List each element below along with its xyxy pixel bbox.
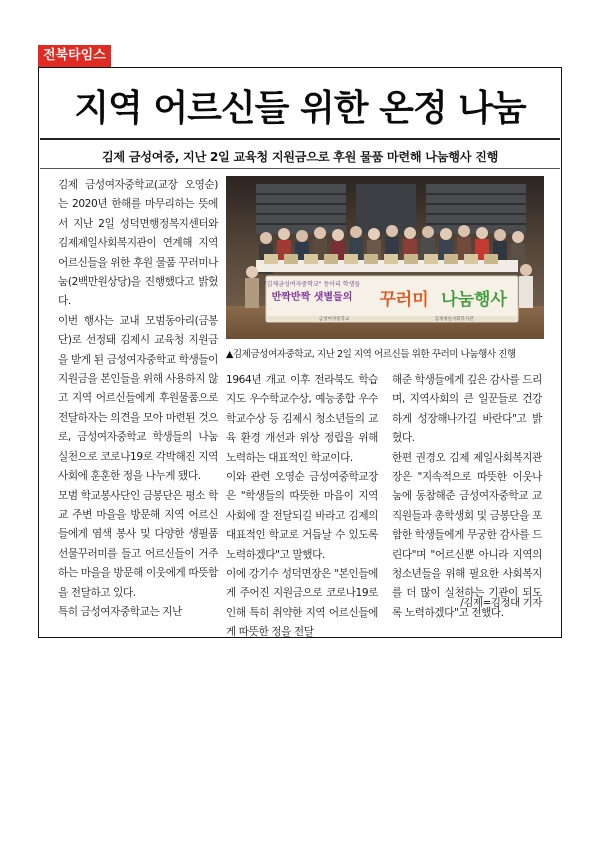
banner-small-tag: "김제금성여자중학교" 동아리 학생들 <box>263 281 361 288</box>
body-column-2: 1964년 개교 이후 전라북도 학습지도 우수학교수상, 예능종합 우수학교수상 등 김제시 청소년들의 교육 환경 개선과 위상 정립을 위해 노력하는 대표적인 학교이다. 이와 관련 오영순 금성여중학교장은 "학생들의 따뜻한 마음이 지역사회에 잘 전달되길 바라고 김제의 대표적인 학교로 거듭날 수 있도록 노력하겠다"고 말했다. 이에 강기수 성덕면장은 "본인들에게 주어진 지원금으로 코로나19로 인해 특히 취약한 지역 어르신들에게 따뜻한 정을 전달 <box>226 374 378 639</box>
newspaper-name-badge: 전북타임스 <box>38 45 111 67</box>
body-column-3: 해준 학생들에게 깊은 감사를 드리며, 지역사회의 큰 일꾼들로 건강하게 성장해나가길 바란다"고 밝혔다. 한편 권경오 김제 제일사회복지관장은 "지속적으로 따뜻한 이웃나눔에 동참해준 금성여자중학교 교직원들과 총학생회 및 금봉단을 포함한 학생들에게 무궁한 감사를 드린다"며 "어르신뿐 아니라 지역의 청소년들을 위해 필요한 사회복지를 더 많이 실천하는 기관이 되도록 노력하겠다"고 전했다. <box>392 374 542 619</box>
banner-sparkle-text: 반짝반짝 샛별들의 <box>271 292 353 303</box>
banner-main-text-2: 나눔행사 <box>441 290 507 310</box>
subheadline-divider <box>40 168 560 169</box>
banner-footer-left: 금성여자중학교 <box>318 317 350 322</box>
article-headline: 지역 어르신들 위한 온정 나눔 <box>74 88 526 129</box>
article-byline: /김제=김정대 기자 <box>460 597 542 609</box>
headline-divider <box>40 138 560 140</box>
article-subheadline: 김제 금성여중, 지난 2일 교육청 지원금으로 후원 물품 마련해 나눔행사 진행 <box>101 150 499 164</box>
event-photo <box>226 176 544 339</box>
banner-footer-right: 김제제일사회복지관 <box>434 317 474 322</box>
body-column-1: 김제 금성여자중학교(교장 오영순)는 2020년 한해를 마무리하는 뜻에서 지난 2일 성덕면행정복지센터와 김제제일사회복지관이 연계해 지역 어르신들을 위한 후원 물품 꾸러미나눔(2백만원상당)을 진행했다고 밝혔다. 이번 행사는 교내 모범동아리(금봉단)로 선정돼 김제시 교육청 지원금을 받게 된 금성여자중학교 학생들이 지원금을 본인들을 위해 사용하지 않고 지역 어르신들에게 후원물품으로 전달하자는 의견을 모아 마련된 것으로, 금성여자중학교 학생들의 나눔 실천으로 코로나19로 각박해진 지역 사회에 훈훈한 정을 나누게 됐다. 모범 학교봉사단인 금봉단은 평소 학교 주변 마을을 방문해 지역 어르신들에게 염색 봉사 및 다양한 생필품 선물꾸러미를 들고 어르신들이 거주하는 마을을 방문해 이웃에게 따뜻함을 전달하고 있다. 특히 금성여자중학교는 지난 <box>58 179 218 618</box>
banner-main-text-1: 꾸러미 <box>379 290 429 310</box>
photo-caption: ▲김제금성여자중학교, 지난 2일 지역 어르신들 위한 꾸러미 나눔행사 진행 <box>226 349 516 360</box>
